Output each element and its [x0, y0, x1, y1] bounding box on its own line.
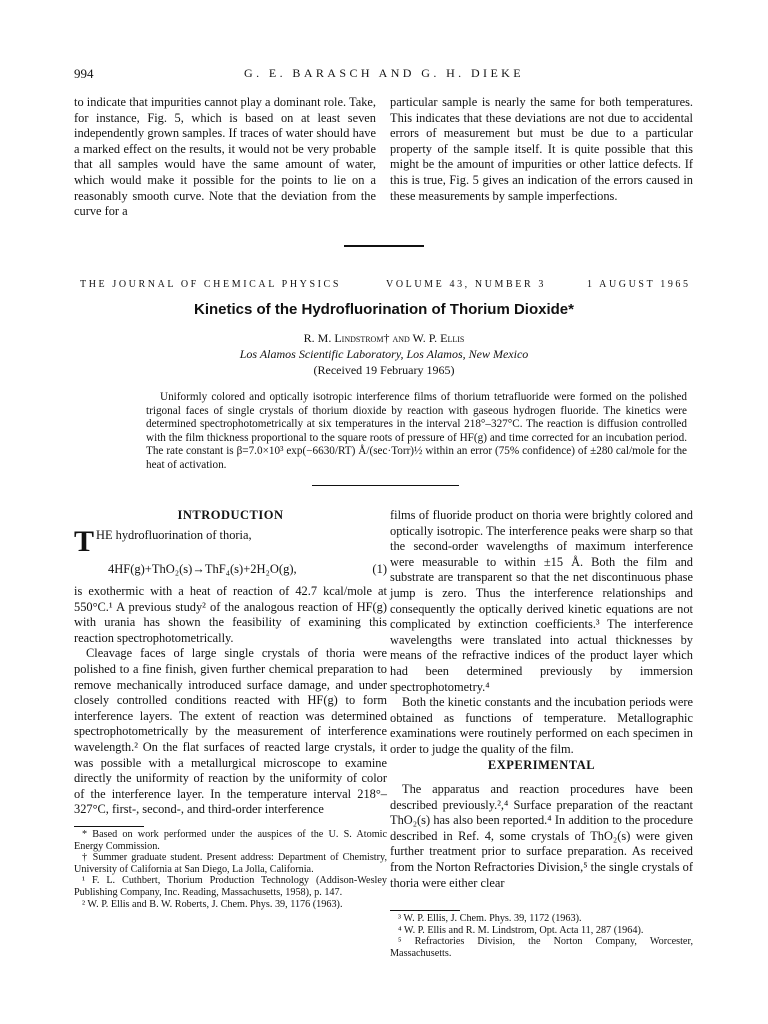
article-separator-rule — [344, 245, 424, 247]
received-date: (Received 19 February 1965) — [313, 363, 455, 377]
experimental-heading: EXPERIMENTAL — [487, 758, 596, 772]
footnote-asterisk: * Based on work performed under the auspices of the U. S. Atomic Energy Commission. — [74, 829, 387, 852]
running-head: G. E. BARASCH AND G. H. DIEKE — [244, 66, 524, 80]
prev-article-left-column — [74, 95, 376, 220]
article-authors: R. M. Lindstrom† and W. P. Ellis — [303, 331, 465, 345]
article-affiliation: Los Alamos Scientific Laboratory, Los Alamos, New Mexico — [239, 347, 529, 361]
experimental-paragraph-1: The apparatus and reaction procedures have been described previously.²,⁴ Surface preparation of the reactant ThO₂(s) has also been reported.⁴ In addition to the procedure described in Ref. 4, some crystals of ThO₂(s) were given further treatment prior to surface preparation. As received from the Norton Refractories Division,⁵ the single crystals of thoria were either clear — [390, 782, 693, 890]
equation-body: 4HF(g)+ThO₂(s)→ThF₄(s)+2H₂O(g), — [108, 562, 297, 576]
intro-right-paragraph-1: films of fluoride product on thoria were brightly colored and optically isotropic. The interference peaks were sharp so that the second-order wavelengths of maximum interference were measurable to within ±15 Å. Both the film and substrate are transparent so that the net discontinuous phase jump is zero. Thus the interference relationships and consequently the optically derived kinetic equations are not complicated by extinction coefficients.³ The interference wavelengths were translated into actual thicknesses by means of the refractive indices of the product layer which had been determined previously by immersion spectrophotometry.⁴ — [390, 508, 693, 694]
footnotes-left — [74, 829, 387, 910]
page-number: 994 — [74, 66, 94, 81]
intro-right-column — [390, 508, 693, 758]
drop-cap: T — [74, 525, 95, 558]
footnote-3: ³ W. P. Ellis, J. Chem. Phys. 39, 1172 (1963). — [398, 913, 582, 924]
intro-right-paragraph-2: Both the kinetic constants and the incubation periods were obtained as functions of temperature. Metallographic examinations were routinely performed on each specimen in order to judge the quality of the film. — [390, 695, 693, 756]
journal-name: THE JOURNAL OF CHEMICAL PHYSICS — [80, 279, 341, 290]
footnote-5: ⁵ Refractories Division, the Norton Company, Worcester, Massachusetts. — [390, 936, 693, 959]
article-title: Kinetics of the Hydrofluorination of Thorium Dioxide* — [193, 301, 574, 318]
prev-article-left-text: to indicate that impurities cannot play a dominant role. Take, for instance, Fig. 5, which is based on at least seven independently grown samples. If traces of water should have a marked effect on the results, it would not be very probable that all samples would have the same amount of water, which would make it possible for the points to lie on a reasonably smooth curve. Note that the deviation from the curve for a — [74, 95, 376, 219]
intro-left-column — [74, 584, 387, 818]
abstract-rule — [312, 485, 459, 486]
experimental-column — [390, 782, 693, 891]
footnotes-right — [390, 913, 693, 959]
prev-article-right-text: particular sample is nearly the same for both temperatures. This indicates that these deviations are not due to accidental errors of measurement but must be due to a particular property of the sample itself. It is quite possible that this might be the amount of impurities or other lattice defects. If this is true, Fig. 5 gives an indication of the errors caused in these measurements by sample imperfections. — [390, 95, 693, 203]
abstract — [146, 391, 687, 473]
intro-paragraph-2: Cleavage faces of large single crystals of thoria were polished to a fine finish, given further chemical preparation to remove mechanically introduced surface damage, and under closely controlled conditions reacted with HF(g) to form interference layers. The extent of reaction was determined spectrophotometrically by the measurement of interference wavelength.² On the flat surfaces of reacted large crystals, it was possible with a metallurgical microscope to examine directly the uniformity of reaction by the uniformity of color of the interference layer. In the temperature interval 218°–327°C, first-, second-, and third-order interference — [74, 646, 387, 817]
footnote-1: ¹ F. L. Cuthbert, Thorium Production Technology (Addison-Wesley Publishing Company, Inc. Reading, Massachusetts, 1958), p. 147. — [74, 875, 387, 898]
intro-first-line-text: HE hydrofluorination of thoria, — [96, 528, 252, 542]
footnote-rule-right — [390, 910, 460, 911]
footnote-2: ² W. P. Ellis and B. W. Roberts, J. Chem. Phys. 39, 1176 (1963). — [82, 898, 343, 910]
intro-first-line — [74, 525, 387, 558]
footnote-dagger: † Summer graduate student. Present address: Department of Chemistry, University of California at San Diego, La Jolla, California. — [74, 852, 387, 875]
abstract-text: Uniformly colored and optically isotropic interference films of thorium tetrafluoride were formed on the polished trigonal faces of single crystals of thorium dioxide by reaction with gaseous hydrogen fluoride. The kinetics were determined spectrophotometrically at six temperatures in the interval 218°–327°C. The reaction is diffusion controlled with the film thickness proportional to the square roots of pressure of HF(g) and time corrected for an incubation period. The rate constant is β=7.0×10³ exp(−6630/RT) Å/(sec·Torr)½ within an error (75% confidence) of ±280 cal/mole for the heat of activation. — [146, 391, 687, 471]
intro-paragraph-1: is exothermic with a heat of reaction of 42.7 kcal/mole at 550°C.¹ A previous study² of the analogous reaction of HF(g) with urania has shown the feasibility of examining this reaction spectrophotometrically. — [74, 584, 387, 645]
footnote-rule-left — [74, 826, 144, 827]
equation-number: (1) — [372, 562, 387, 576]
prev-article-right-column — [390, 95, 693, 204]
journal-date: 1 AUGUST 1965 — [587, 279, 691, 290]
introduction-heading: INTRODUCTION — [177, 508, 284, 522]
journal-volume: VOLUME 43, NUMBER 3 — [386, 279, 546, 290]
footnote-4: ⁴ W. P. Ellis and R. M. Lindstrom, Opt. Acta 11, 287 (1964). — [398, 924, 644, 936]
